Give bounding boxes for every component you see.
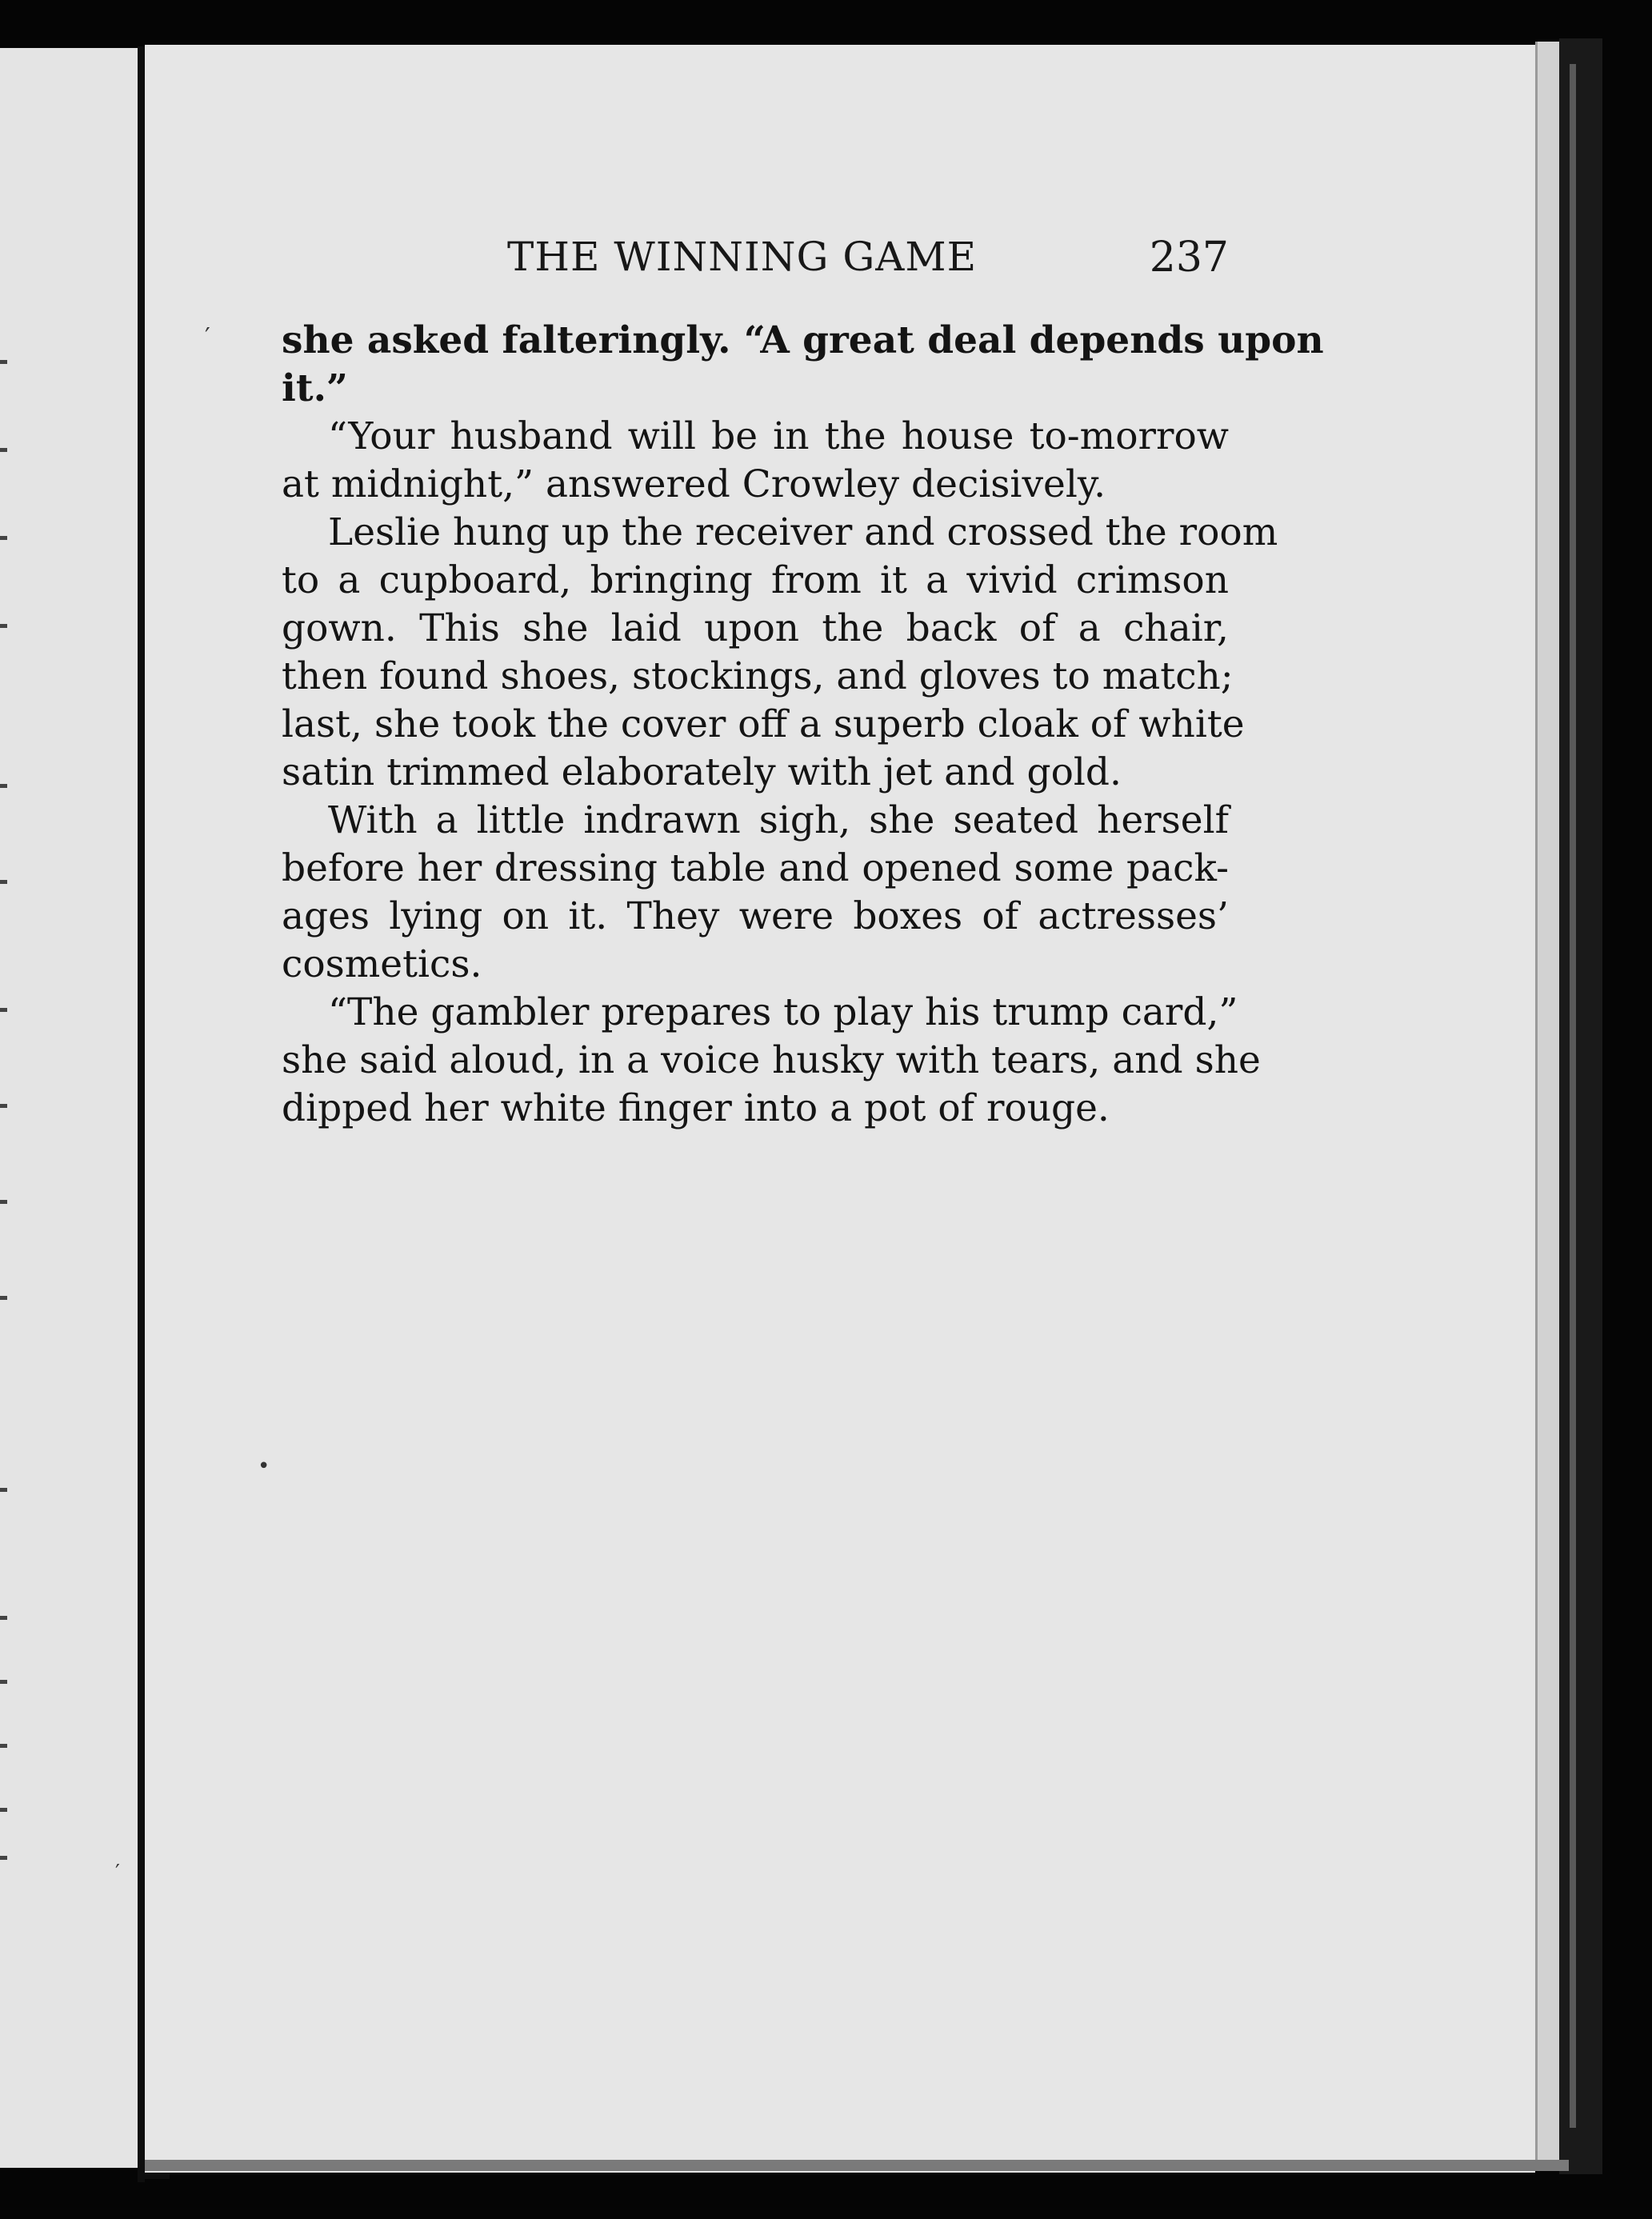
binding-edge	[1559, 38, 1602, 2174]
text-line: it.”	[282, 366, 348, 410]
text-line: ages lying on it. They were boxes of actresses’	[282, 894, 1229, 938]
edge-mark	[0, 1488, 7, 1492]
edge-mark	[0, 1856, 7, 1860]
text-line: Leslie hung up the receiver and crossed the room	[328, 510, 1278, 554]
edge-mark	[0, 1808, 7, 1812]
edge-mark	[0, 784, 7, 788]
text-line: “Your husband will be in the house to-morrow	[328, 414, 1229, 458]
page-right-edge	[1535, 42, 1559, 2169]
edge-mark	[0, 624, 7, 628]
text-block	[282, 232, 1324, 1133]
text-line: she said aloud, in a voice husky with tears, and she	[282, 1038, 1261, 1082]
text-line: before her dressing table and opened some pack-	[282, 846, 1229, 890]
text-line: gown. This she laid upon the back of a chair,	[282, 606, 1229, 650]
text-line: With a little indrawn sigh, she seated herself	[328, 798, 1229, 842]
paragraph	[282, 413, 1229, 509]
print-speck: ′	[115, 1861, 120, 1885]
paragraph	[282, 509, 1278, 797]
page-bottom-edge	[145, 2160, 1569, 2171]
edge-mark	[0, 360, 7, 364]
text-line: she asked falteringly. “A great deal depends upon	[282, 318, 1324, 362]
text-line: last, she took the cover off a superb cloak of white	[282, 702, 1245, 746]
edge-mark	[0, 536, 7, 540]
paragraph	[282, 317, 1324, 413]
print-speck: ′	[205, 323, 210, 351]
text-line: cosmetics.	[282, 942, 482, 986]
text-line: then found shoes, stockings, and gloves to match;	[282, 654, 1234, 698]
running-title: THE WINNING GAME	[507, 234, 978, 280]
edge-mark	[0, 1104, 7, 1108]
facing-page-edge	[0, 48, 141, 2168]
edge-mark	[0, 1296, 7, 1300]
print-speck: •	[258, 1454, 270, 1478]
edge-mark	[0, 1008, 7, 1012]
text-line: at midnight,” answered Crowley decisively.	[282, 462, 1106, 506]
edge-mark	[0, 1616, 7, 1620]
edge-mark	[0, 1744, 7, 1748]
edge-mark	[0, 1680, 7, 1684]
page-number: 237	[1149, 234, 1229, 282]
running-header	[282, 232, 1229, 294]
edge-mark	[0, 448, 7, 452]
text-line: to a cupboard, bringing from it a vivid crimson	[282, 558, 1229, 602]
paragraph	[282, 797, 1229, 989]
body-text	[282, 317, 1324, 1133]
text-line: “The gambler prepares to play his trump card,”	[328, 990, 1238, 1034]
binding-edge-highlight	[1570, 64, 1576, 2128]
edge-mark	[0, 880, 7, 884]
spine-shadow	[138, 46, 145, 2182]
edge-mark	[0, 1200, 7, 1204]
paragraph	[282, 989, 1261, 1133]
text-line: satin trimmed elaborately with jet and gold.	[282, 750, 1122, 794]
text-line: dipped her white finger into a pot of rouge.	[282, 1086, 1110, 1130]
